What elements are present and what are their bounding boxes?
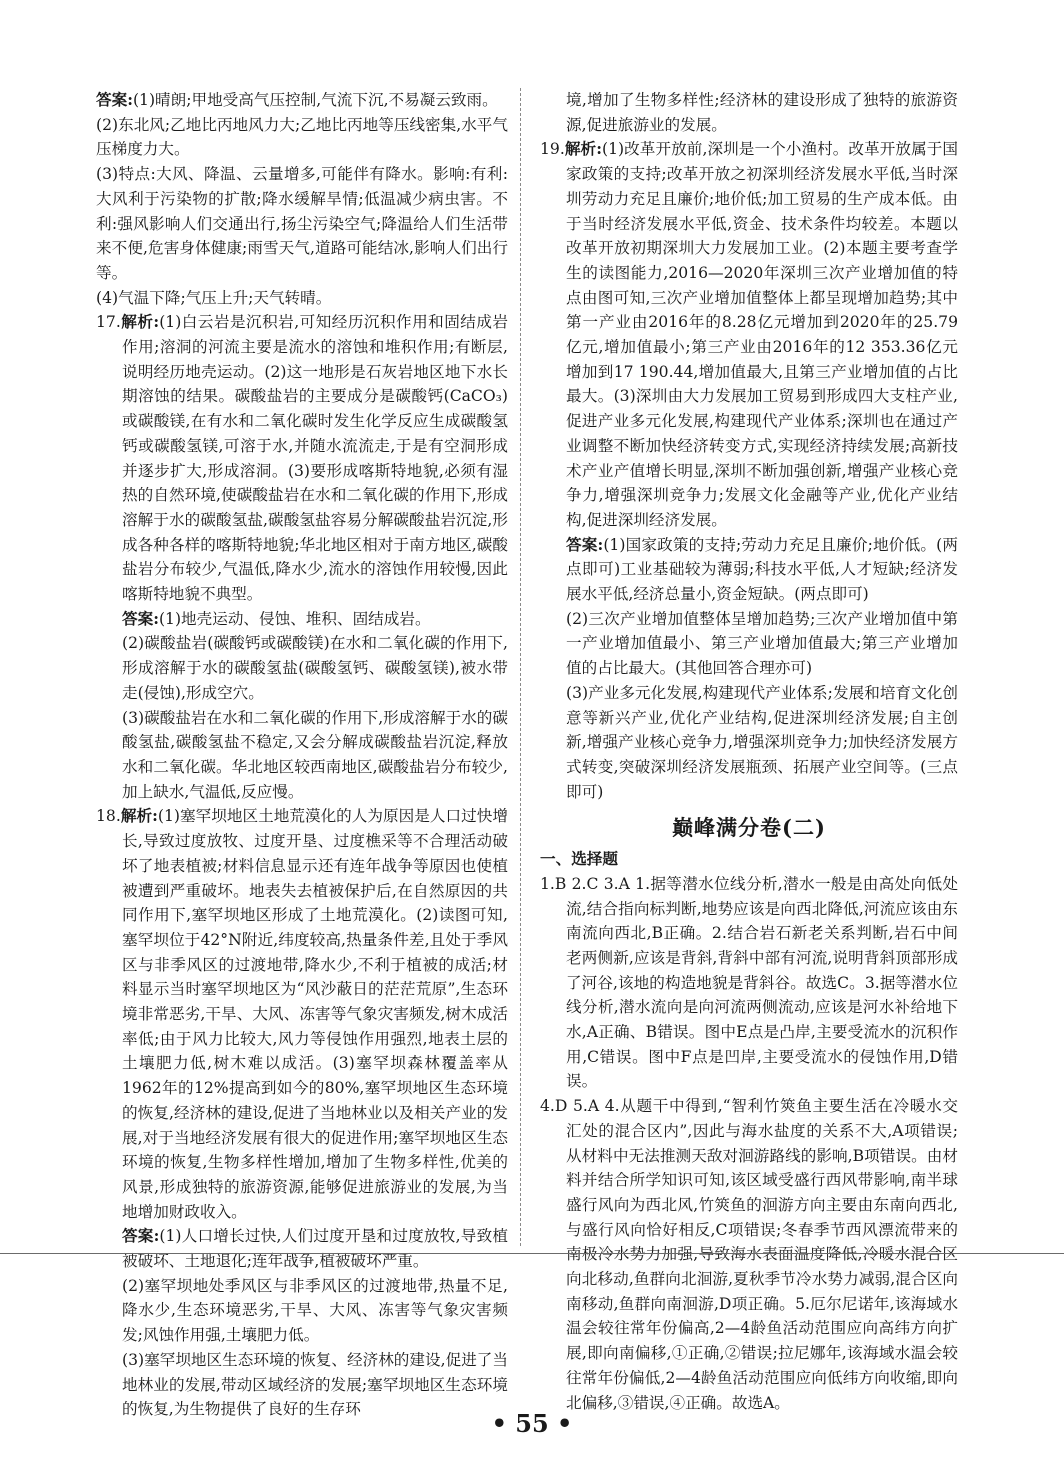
section-heading: 一、选择题 xyxy=(540,849,618,869)
answer-19-2: (2)三次产业增加值整体呈增加趋势;三次产业增加值中第一产业增加值最小、第三产业增加值最大;第三产业增加值的占比最大。(其他回答合理亦可) xyxy=(566,609,958,678)
answer-16-2: (2)东北风;乙地比丙地风力大;乙地比丙地等压线密集,水平气压梯度力大。 xyxy=(96,115,508,159)
mc-answers-4-5: 4.D 5.A 4.从题干中得到,“智利竹筴鱼主要生活在冷暖水交汇处的混合区内”,因此与海水盐度的关系不大,A项错误;从材料中无法推测天敌对洄游路线的影响,B项错误。由材料并结合所学知识可知,该区域受盛行西风带影响,南半球盛行风向为西北风,竹筴鱼的洄游方向主要由东南向西北,与盛行风向恰好相反,C项错误;冬春季节西风漂流带来的南极冷水势力加强,导致海水表面温度降低,冷暖水混合区向北移动,鱼群向北洄游,夏秋季节冷水势力减弱,混合区向南移动,鱼群向南洄游,D项正确。5.厄尔尼诺年,该海域水温会较往常年份偏高,2—4龄鱼活动范围应向高纬方向扩展,即向南偏移,①正确,②错误;拉尼娜年,该海域水温会较往常年份偏低,2—4龄鱼活动范围应向低纬方向收缩,即向北偏移,③错误,④正确。故选A。 xyxy=(540,1097,958,1412)
answer-19-3: (3)产业多元化发展,构建现代产业体系;发展和培育文化创意等新兴产业,优化产业结构,促进深圳经济发展;自主创新,增强产业核心竞争力,增强深圳竞争力;加快经济发展方式转变,突破深圳经济发展瓶颈、拓展产业空间等。(三点即可) xyxy=(566,683,958,801)
question-19-analysis: 19.解析:(1)改革开放前,深圳是一个小渔村。改革开放属于国家政策的支持;改革开放之初深圳经济发展水平低,当时深圳劳动力充足且廉价;地价低;加工贸易的生产成本低。由于当时经济发展水平低,资金、技术条件均较差。本题以改革开放初期深圳大力发展加工业。(2)本题主要考查学生的读图能力,2016—2020年深圳三次产业增加值的特点由图可知,三次产业增加值整体上都呈现增加趋势;其中第一产业由2016年的8.28亿元增加到2020年的25.79亿元,增加值最小;第三产业由2016年的12 353.36亿元增加到17 190.44,增加值最大,且第三产业增加值的占比最大。(3)深圳由大力发展加工贸易到形成四大支柱产业,促进产业多元化发展,构建现代产业体系;深圳也在通过产业调整不断加快经济转变方式,实现经济持续发展;高新技术产业产值增长明显,深圳不断加强创新,增强产业核心竞争力,增强深圳竞争力;发展文化金融等产业,优化产业结构,促进深圳经济发展。 xyxy=(540,139,958,529)
answer-17-2: (2)碳酸盐岩(碳酸钙或碳酸镁)在水和二氧化碳的作用下,形成溶解于水的碳酸氢盐(碳酸氢钙、碳酸氢镁),被水带走(侵蚀),形成空穴。 xyxy=(122,634,508,702)
question-18-analysis: 18.解析:(1)塞罕坝地区土地荒漠化的人为原因是人口过快增长,导致过度放牧、过度开垦、过度樵采等不合理活动破坏了地表植被;材料信息显示还有连年战争等原因也使植被遭到严重破坏。地表失去植被保护后,在自然原因的共同作用下,塞罕坝地区形成了土地荒漠化。(2)读图可知,塞罕坝位于42°N附近,纬度较高,热量条件差,且处于季风区与非季风区的过渡地带,降水少,不利于植被的成活;材料显示当时塞罕坝地区为“风沙蔽日的茫茫荒原”,生态环境非常恶劣,干旱、大风、冻害等气象灾害频发,树木成活率低;由于风力比较大,风力等侵蚀作用强烈,地表土层的土壤肥力低,树木难以成活。(3)塞罕坝森林覆盖率从1962年的12%提高到如今的80%,塞罕坝地区生态环境的恢复,经济林的建设,促进了当地林业以及相关产业的发展,对于当地经济发展有很大的促进作用;塞罕坝地区生态环境的恢复,生物多样性增加,增加了生物多样性,优美的风景,形成独特的旅游资源,能够促进旅游业的发展,为当地增加财政收入。 xyxy=(96,806,508,1221)
answer-17-1: 答案:(1)地壳运动、侵蚀、堆积、固结成岩。 xyxy=(122,608,431,628)
answer-label: 答案 xyxy=(122,1226,154,1246)
answer-label: 答案 xyxy=(566,534,598,554)
answer-18-3: (3)塞罕坝地区生态环境的恢复、经济林的建设,促进了当地林业的发展,带动区域经济的发展;塞罕坝地区生态环境的恢复,为生物提供了良好的生存环 xyxy=(122,1350,508,1419)
answer-label: 答案 xyxy=(96,90,128,109)
column-divider xyxy=(520,88,521,1246)
answer-18-2: (2)塞罕坝地处季风区与非季风区的过渡地带,热量不足,降水少,生态环境恶劣,干旱、大风、冻害等气象灾害频发;风蚀作用强,土壤肥力低。 xyxy=(122,1276,508,1345)
answer-16-4: (4)气温下降;气压上升;天气转晴。 xyxy=(96,288,332,307)
right-column xyxy=(540,88,958,1415)
answer-19-1: 答案:(1)国家政策的支持;劳动力充足且廉价;地价低。(两点即可)工业基础较为薄弱;科技水平低,人才短缺;经济发展水平低,经济总量小,资金短缺。(两点即可) xyxy=(566,534,958,604)
section-title: 巅峰满分卷(二) xyxy=(672,815,826,841)
footer-rule xyxy=(0,1253,1064,1254)
analysis-label: 解析 xyxy=(120,806,153,826)
left-column xyxy=(96,88,508,1422)
answer-16-3: (3)特点:大风、降温、云量增多,可能伴有降水。影响:有利:大风利于污染物的扩散;降水缓解旱情;低温减少病虫害。不利:强风影响人们交通出行,扬尘污染空气;降温给人们生活带来不便,危害身体健康;雨雪天气,道路可能结冰,影响人们出行等。 xyxy=(96,165,508,282)
analysis-label: 解析 xyxy=(120,312,154,332)
analysis-label: 解析 xyxy=(564,139,597,159)
answer-18-1: 答案:(1)人口增长过快,人们过度开垦和过度放牧,导致植被破坏、土地退化;连年战争,植被破坏严重。 xyxy=(122,1226,508,1271)
answer-label: 答案 xyxy=(122,608,154,628)
page-number: • 55 • xyxy=(491,1409,573,1438)
answer-18-3-continued: 境,增加了生物多样性;经济林的建设形成了独特的旅游资源,促进旅游业的发展。 xyxy=(566,91,958,134)
mc-answers-1-3: 1.B 2.C 3.A 1.据等潜水位线分析,潜水一般是由高处向低处流,结合指向标判断,地势应该是向西北降低,河流应该由东南流向西北,B正确。2.结合岩石新老关系判断,岩石中间老两侧新,应该是背斜,背斜中部有河流,说明背斜顶部形成了河谷,该地的构造地貌是背斜谷。故选C。3.据等潜水位线分析,潜水流向是向河流两侧流动,应该是河水补给地下水,A正确、B错误。图中E点是凸岸,主要受流水的沉积作用,C错误。图中F点是凹岸,主要受流水的侵蚀作用,D错误。 xyxy=(540,874,958,1091)
answer-17-3: (3)碳酸盐岩在水和二氧化碳的作用下,形成溶解于水的碳酸氢盐,碳酸氢盐不稳定,又会分解成碳酸盐岩沉淀,释放水和二氧化碳。华北地区较西南地区,碳酸盐岩分布较少,加上缺水,气温低,反应慢。 xyxy=(122,708,508,801)
answer-16-1: 答案:(1)晴朗;甲地受高气压控制,气流下沉,不易凝云致雨。 xyxy=(96,90,498,109)
question-17-analysis: 17.解析:(1)白云岩是沉积岩,可知经历沉积作用和固结成岩作用;溶洞的河流主要是流水的溶蚀和堆积作用;有断层,说明经历地壳运动。(2)这一地形是石灰岩地区地下水长期溶蚀的结果。碳酸盐岩的主要成分是碳酸钙(CaCO₃)或碳酸镁,在有水和二氧化碳时发生化学反应生成碳酸氢钙或碳酸氢镁,可溶于水,并随水流流走,于是有空洞形成并逐步扩大,形成溶洞。(3)要形成喀斯特地貌,必须有湿热的自然环境,使碳酸盐岩在水和二氧化碳的作用下,形成溶解于水的碳酸氢盐,碳酸氢盐容易分解碳酸盐岩沉淀,形成各种各样的喀斯特地貌;华北地区相对于南方地区,碳酸盐岩分布较少,气温低,降水少,流水的溶蚀作用较慢,因此喀斯特地貌不典型。 xyxy=(96,312,508,604)
